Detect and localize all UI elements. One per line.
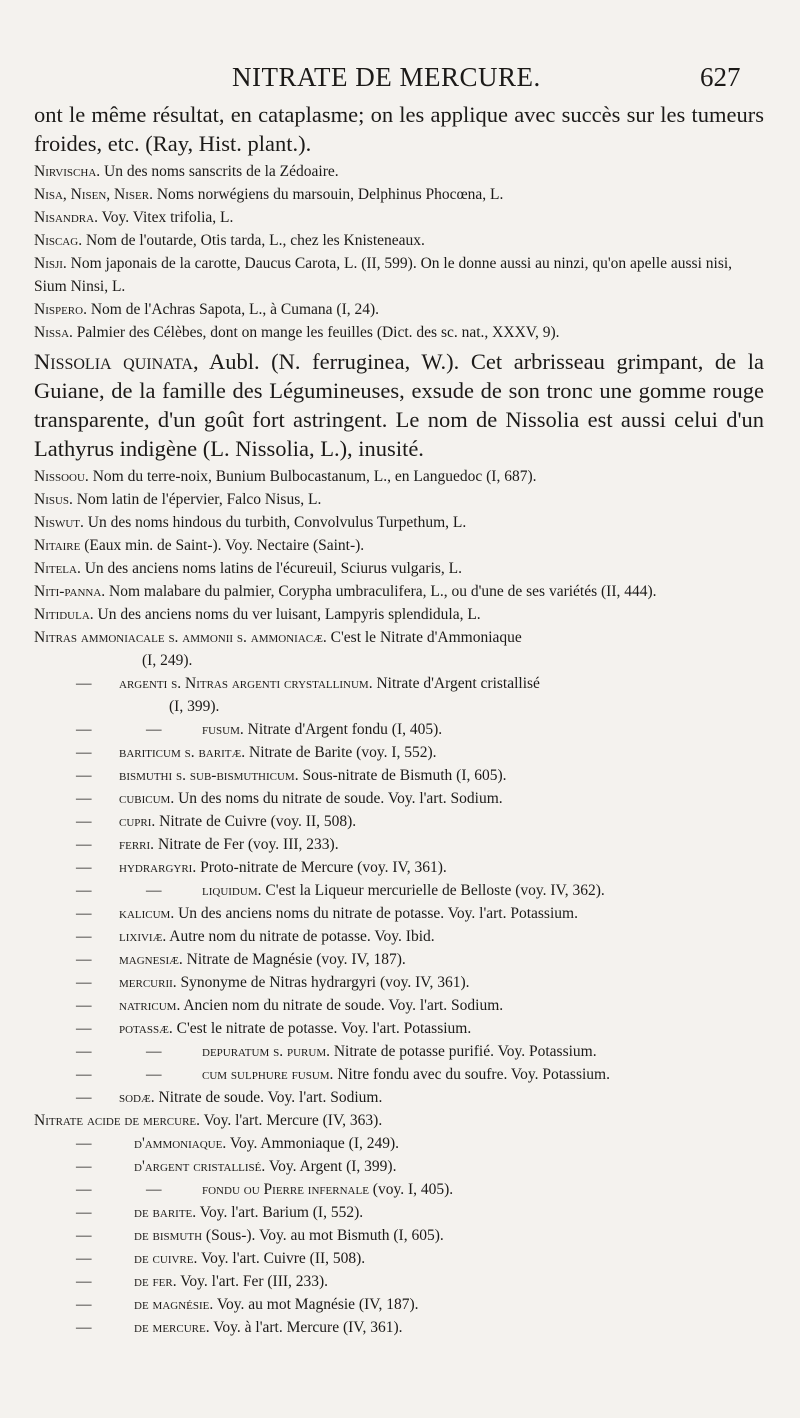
subentry-text: Voy. Ammoniaque (I, 249). [229,1135,400,1152]
entry-head: Niti-panna. [34,583,106,600]
entry-head: Nissa. [34,324,73,341]
subentry-head: de fer. [134,1273,177,1290]
subentry-text: Voy. à l'art. Mercure (IV, 361). [213,1319,403,1336]
subentry-text: Nitrate d'Argent fondu (I, 405). [247,721,443,738]
entry [34,488,764,511]
subentry-head: potassæ. [119,1020,173,1037]
subentry-head: de mercure. [134,1319,210,1336]
subentry-text: (Sous-). Voy. au mot Bismuth (I, 605). [205,1227,444,1244]
subentry-head: de magnésie. [134,1296,214,1313]
subentry-text: Voy. l'art. Fer (III, 233). [180,1273,329,1290]
ditto-dash: — [76,1204,92,1221]
entry-head: Nitaire [34,537,81,554]
ditto-dash: — [76,1158,92,1175]
ditto-dash: — [76,1020,92,1037]
subentry [34,672,764,695]
entry-text: (Eaux min. de Saint-). Voy. Nectaire (Saint-). [84,537,365,554]
subentry-head: kalicum. [119,905,175,922]
subentry-text: Nitrate de Fer (voy. III, 233). [157,836,339,853]
subentry-head: cubicum. [119,790,175,807]
entry-text: Nom japonais de la carotte, Daucus Carota, L. (II, 599). On le donne aussi au ninzi, qu'on apelle aussi nisi, Sium Ninsi, L. [34,255,733,295]
subentry-head: de bismuth [134,1227,203,1244]
subentry [34,1224,764,1247]
ditto-dash: — [76,1319,92,1336]
subentry-text: Nitrate de potasse purifié. Voy. Potassium. [333,1043,597,1060]
subentry-head: de barite. [134,1204,197,1221]
subentry-text: Nitre fondu avec du soufre. Voy. Potassium. [337,1066,610,1083]
ditto-dash: — [76,1181,92,1198]
ditto-dash: — [76,974,92,991]
entry-text: Nom malabare du palmier, Corypha umbraculifera, L., ou d'une de ses variétés (II, 444). [109,583,657,600]
subentry [34,1017,764,1040]
entry-text: Un des noms sanscrits de la Zédoaire. [104,163,339,180]
subentry-text: Un des noms du nitrate de soude. Voy. l'art. Sodium. [178,790,503,807]
entry [34,580,764,603]
entry [34,160,764,183]
subentry [34,1086,764,1109]
subentry-text: Voy. au mot Magnésie (IV, 187). [216,1296,419,1313]
ditto-dash: — [76,767,92,784]
ditto-dash: — [146,1043,162,1060]
entry-head: Nisus. [34,491,73,508]
ditto-dash: — [76,1066,92,1083]
ditto-dash: — [76,997,92,1014]
entry [34,321,764,344]
entry [34,252,764,298]
subentry-head: d'argent cristallisé. [134,1158,266,1175]
subentry-text: Voy. l'art. Cuivre (II, 508). [200,1250,366,1267]
subentry-head: bismuthi s. sub-bismuthicum. [119,767,299,784]
subentry [34,718,764,741]
entry-head: Nisa, Nisen, Niser. [34,186,153,203]
entry-head: Niswut. [34,514,84,531]
entry [34,229,764,252]
entry-head: Nissolia quinata, [34,349,199,374]
subentry [34,994,764,1017]
subentry-text: Un des anciens noms du nitrate de potasse. Voy. l'art. Potassium. [178,905,578,922]
subentry-head: mercurii. [119,974,177,991]
subentry [34,810,764,833]
entry-text: Un des anciens noms latins de l'écureuil, Sciurus vulgaris, L. [84,560,463,577]
subentry-text: Sous-nitrate de Bismuth (I, 605). [302,767,507,784]
ditto-dash: — [76,721,92,738]
entry-text: Palmier des Célèbes, dont on mange les feuilles (Dict. des sc. nat., XXXV, 9). [76,324,560,341]
subentry-head: natricum. [119,997,181,1014]
subentry-text: C'est le nitrate de potasse. Voy. l'art. Potassium. [176,1020,472,1037]
subentry [34,1178,764,1201]
page-body [34,100,764,1342]
ditto-dash: — [76,790,92,807]
subentry [34,741,764,764]
entry [34,206,764,229]
subentry-head: liquidum. [202,882,262,899]
entry-text: Noms norwégiens du marsouin, Delphinus Phocœna, L. [156,186,504,203]
subentry-head: hydrargyri. [119,859,197,876]
entry [34,511,764,534]
entry-text: Voy. Vitex trifolia, L. [101,209,234,226]
entry-text: Nom de l'Achras Sapota, L., à Cumana (I, 24). [90,301,380,318]
subentry-text: Voy. Argent (I, 399). [268,1158,397,1175]
entry-text: Un des anciens noms du ver luisant, Lampyris splendidula, L. [97,606,481,623]
entry [34,557,764,580]
ditto-dash: — [146,721,162,738]
entry-head: Nirvischa. [34,163,101,180]
ditto-dash: — [76,928,92,945]
entry-head: Nitidula. [34,606,94,623]
subentry-head: cupri. [119,813,156,830]
subentry [34,833,764,856]
ditto-dash: — [76,905,92,922]
subentry [34,1316,764,1339]
ditto-dash: — [76,859,92,876]
subentry [34,971,764,994]
ditto-dash: — [76,813,92,830]
entry-head: Nisji. [34,255,67,272]
subentry [34,948,764,971]
entry-head: Nitrate acide de mercure. [34,1112,201,1129]
subentry-text: Ancien nom du nitrate de soude. Voy. l'art. Sodium. [183,997,504,1014]
ditto-dash: — [76,882,92,899]
entry-text: Voy. l'art. Mercure (IV, 363). [203,1112,383,1129]
subentry [34,787,764,810]
entry-text: Un des noms hindous du turbith, Convolvulus Turpethum, L. [87,514,467,531]
ditto-dash: — [76,1273,92,1290]
nitras-entry [34,626,764,649]
ditto-dash: — [146,1181,162,1198]
subentry-text: Nitrate d'Argent cristallisé [376,675,540,692]
entry-text: Nom de l'outarde, Otis tarda, L., chez les Knisteneaux. [85,232,425,249]
subentry-head: magnesiæ. [119,951,183,968]
subentry-head: bariticum s. baritæ. [119,744,246,761]
ditto-dash: — [146,882,162,899]
page-number: 627 [700,62,741,92]
subentry-head: ferri. [119,836,155,853]
nissolia-entry [34,347,764,463]
subentry-text: C'est la Liqueur mercurielle de Belloste (voy. IV, 362). [265,882,605,899]
nitras-subentries [34,672,764,1109]
ditto-dash: — [76,1089,92,1106]
intro-paragraph: ont le même résultat, en cataplasme; on les applique avec succès sur les tumeurs froides, etc. (Ray, Hist. plant.). [34,102,764,156]
subentry-text: Nitrate de Magnésie (voy. IV, 187). [186,951,406,968]
entry [34,603,764,626]
subentry-text: Nitrate de soude. Voy. l'art. Sodium. [158,1089,383,1106]
entry-head: Nitras ammoniacale s. ammonii s. ammoniacæ. [34,629,327,646]
subentry [34,902,764,925]
subentry-head: lixiviæ. [119,928,167,945]
subentry-text: Autre nom du nitrate de potasse. Voy. Ibid. [169,928,435,945]
ditto-dash: — [76,951,92,968]
subentry-continuation: (I, 399). [169,698,220,715]
entries-group-b [34,465,764,1339]
subentry [34,879,764,902]
subentry-head: fondu ou Pierre infernale [202,1181,369,1198]
subentry [34,1063,764,1086]
entry-continuation: (I, 249). [142,652,193,669]
subentry [34,1247,764,1270]
entry [34,298,764,321]
subentry-text: Nitrate de Cuivre (voy. II, 508). [159,813,357,830]
entry-head: Nispero. [34,301,87,318]
subentry [34,1132,764,1155]
entry-head: Nissoou. [34,468,89,485]
running-title: NITRATE DE MERCURE. [232,62,541,92]
subentry [34,764,764,787]
entry-head: Niscag. [34,232,83,249]
ditto-dash: — [76,1227,92,1244]
subentry-head: sodæ. [119,1089,155,1106]
entry [34,534,764,557]
subentry-head: argenti s. Nitras argenti crystallinum. [119,675,373,692]
subentry [34,1293,764,1316]
subentry [34,1201,764,1224]
ditto-dash: — [76,1296,92,1313]
entry-head: Nitela. [34,560,81,577]
subentry [34,1040,764,1063]
subentry [34,925,764,948]
subentry-text: Nitrate de Barite (voy. I, 552). [249,744,437,761]
subentry-head: d'ammoniaque. [134,1135,227,1152]
entry-text: Nom du terre-noix, Bunium Bulbocastanum, L., en Languedoc (I, 687). [92,468,537,485]
entries-group-a [34,160,764,344]
ditto-dash: — [146,1066,162,1083]
ditto-dash: — [76,1043,92,1060]
subentry-text: Voy. l'art. Barium (I, 552). [199,1204,364,1221]
subentry [34,1155,764,1178]
subentry [34,856,764,879]
subentry-head: de cuivre. [134,1250,198,1267]
subentry-text: (voy. I, 405). [372,1181,454,1198]
subentry [34,1270,764,1293]
ditto-dash: — [76,744,92,761]
nitrate-acide-subentries [34,1132,764,1339]
ditto-dash: — [76,675,92,692]
entry-text: Nom latin de l'épervier, Falco Nisus, L. [76,491,322,508]
entry-text: Aubl. (N. ferruginea, W.). Cet arbrisseau grimpant, de la Guiane, de la famille des Légumineuses, exsude de son tronc une gomme rouge transparente, d'un goût fort astringent. Le nom de Nissolia est aussi celui d'un Lathyrus indigène (L. Nissolia, L.), inusité. [34,349,764,461]
ditto-dash: — [76,836,92,853]
entry-text: C'est le Nitrate d'Ammoniaque [330,629,522,646]
subentry-head: fusum. [202,721,244,738]
ditto-dash: — [76,1135,92,1152]
entry [34,183,764,206]
subentry-head: depuratum s. purum. [202,1043,330,1060]
nitrate-acide-entry [34,1109,764,1132]
entry [34,465,764,488]
subentry-head: cum sulphure fusum. [202,1066,334,1083]
ditto-dash: — [76,1250,92,1267]
entry-head: Nisandra. [34,209,98,226]
page-header [0,62,800,98]
subentry-text: Synonyme de Nitras hydrargyri (voy. IV, 361). [180,974,470,991]
subentry-text: Proto-nitrate de Mercure (voy. IV, 361). [200,859,447,876]
